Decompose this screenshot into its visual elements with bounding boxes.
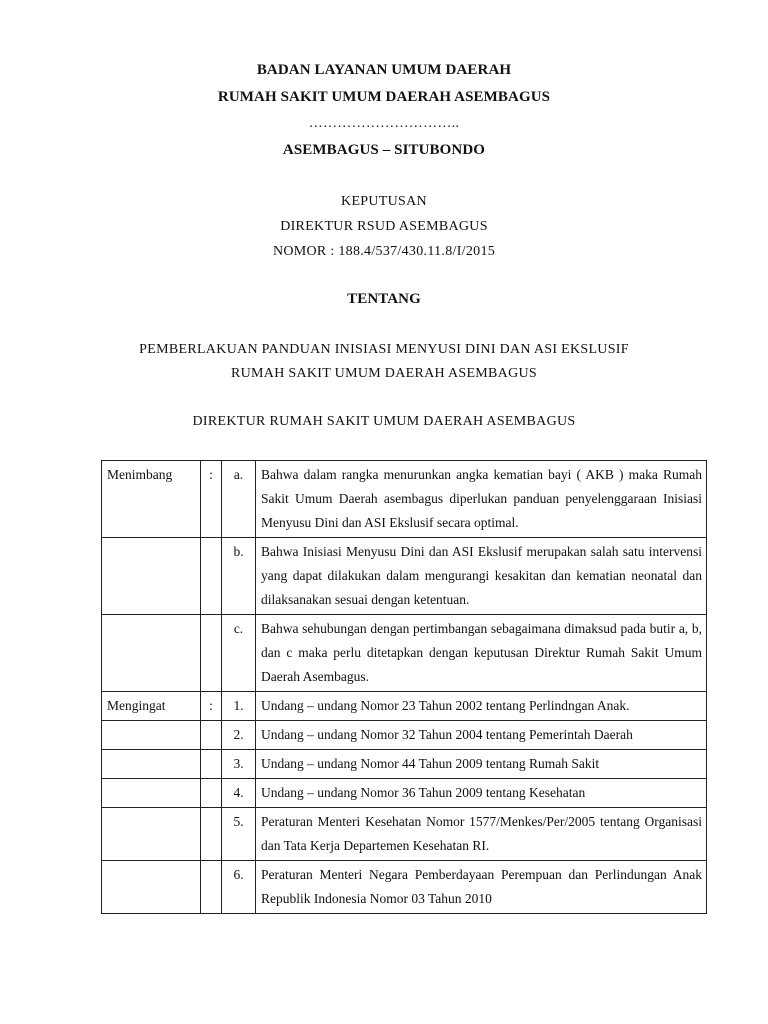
about-label: TENTANG <box>347 291 421 307</box>
item-marker: b. <box>222 538 256 615</box>
item-text: Undang – undang Nomor 36 Tahun 2009 tentang Kesehatan <box>256 779 707 808</box>
item-text: Bahwa dalam rangka menurunkan angka kematian bayi ( AKB ) maka Rumah Sakit Umum Daerah asembagus diperlukan panduan penyelenggaraan Inisiasi Menyusu Dini dan ASI Ekslusif secara optimal. <box>256 461 707 538</box>
decree-number: NOMOR : 188.4/537/430.11.8/I/2015 <box>272 244 496 259</box>
empty-cell <box>201 538 222 615</box>
hospital-name-line: RUMAH SAKIT UMUM DAERAH ASEMBAGUS <box>217 89 551 105</box>
empty-cell <box>201 808 222 861</box>
empty-cell <box>102 861 201 914</box>
table-row <box>102 615 707 692</box>
subject-line-1: PEMBERLAKUAN PANDUAN INISIASI MENYUSI DINI DAN ASI EKSLUSIF <box>139 342 629 357</box>
table-row <box>102 538 707 615</box>
item-text: Bahwa Inisiasi Menyusu Dini dan ASI Ekslusif merupakan salah satu intervensi yang dapat dilakukan dalam mengurangi kesakitan dan kematian neonatal dan dilaksanakan sesuai dengan ketentuan. <box>256 538 707 615</box>
item-marker: 2. <box>222 721 256 750</box>
decree-title: KEPUTUSAN <box>341 194 427 209</box>
table-row <box>102 808 707 861</box>
item-text: Undang – undang Nomor 32 Tahun 2004 tentang Pemerintah Daerah <box>256 721 707 750</box>
empty-cell <box>102 750 201 779</box>
dotted-placeholder-line: ………………………….. <box>308 116 460 131</box>
empty-cell <box>102 779 201 808</box>
table-row <box>102 861 707 914</box>
table-row <box>102 750 707 779</box>
org-name-line: BADAN LAYANAN UMUM DAERAH <box>256 62 512 78</box>
item-text: Undang – undang Nomor 23 Tahun 2002 tentang Perlindngan Anak. <box>256 692 707 721</box>
director-heading: DIREKTUR RUMAH SAKIT UMUM DAERAH ASEMBAGUS <box>192 414 576 429</box>
subject-line-2: RUMAH SAKIT UMUM DAERAH ASEMBAGUS <box>230 366 537 381</box>
section-label-menimbang: Menimbang <box>102 461 201 538</box>
table-row <box>102 692 707 721</box>
item-marker: 6. <box>222 861 256 914</box>
item-text: Peraturan Menteri Kesehatan Nomor 1577/Menkes/Per/2005 tentang Organisasi dan Tata Kerja Departemen Kesehatan RI. <box>256 808 707 861</box>
empty-cell <box>102 615 201 692</box>
colon-separator: : <box>201 692 222 721</box>
colon-separator: : <box>201 461 222 538</box>
item-marker: c. <box>222 615 256 692</box>
empty-cell <box>102 721 201 750</box>
item-text: Bahwa sehubungan dengan pertimbangan sebagaimana dimaksud pada butir a, b, dan c maka perlu ditetapkan dengan keputusan Direktur Rumah Sakit Umum Daerah Asembagus. <box>256 615 707 692</box>
empty-cell <box>201 721 222 750</box>
item-text: Peraturan Menteri Negara Pemberdayaan Perempuan dan Perlindungan Anak Republik Indonesia Nomor 03 Tahun 2010 <box>256 861 707 914</box>
item-marker: 5. <box>222 808 256 861</box>
item-text: Undang – undang Nomor 44 Tahun 2009 tentang Rumah Sakit <box>256 750 707 779</box>
item-marker: a. <box>222 461 256 538</box>
decree-issuer: DIREKTUR RSUD ASEMBAGUS <box>280 219 488 234</box>
table-row <box>102 779 707 808</box>
item-marker: 3. <box>222 750 256 779</box>
table-row <box>102 721 707 750</box>
item-marker: 1. <box>222 692 256 721</box>
empty-cell <box>201 750 222 779</box>
empty-cell <box>201 779 222 808</box>
item-marker: 4. <box>222 779 256 808</box>
empty-cell <box>201 861 222 914</box>
table-row <box>102 461 707 538</box>
considerations-table <box>101 460 707 914</box>
section-label-mengingat: Mengingat <box>102 692 201 721</box>
location-line: ASEMBAGUS – SITUBONDO <box>282 142 486 158</box>
empty-cell <box>102 808 201 861</box>
empty-cell <box>102 538 201 615</box>
empty-cell <box>201 615 222 692</box>
